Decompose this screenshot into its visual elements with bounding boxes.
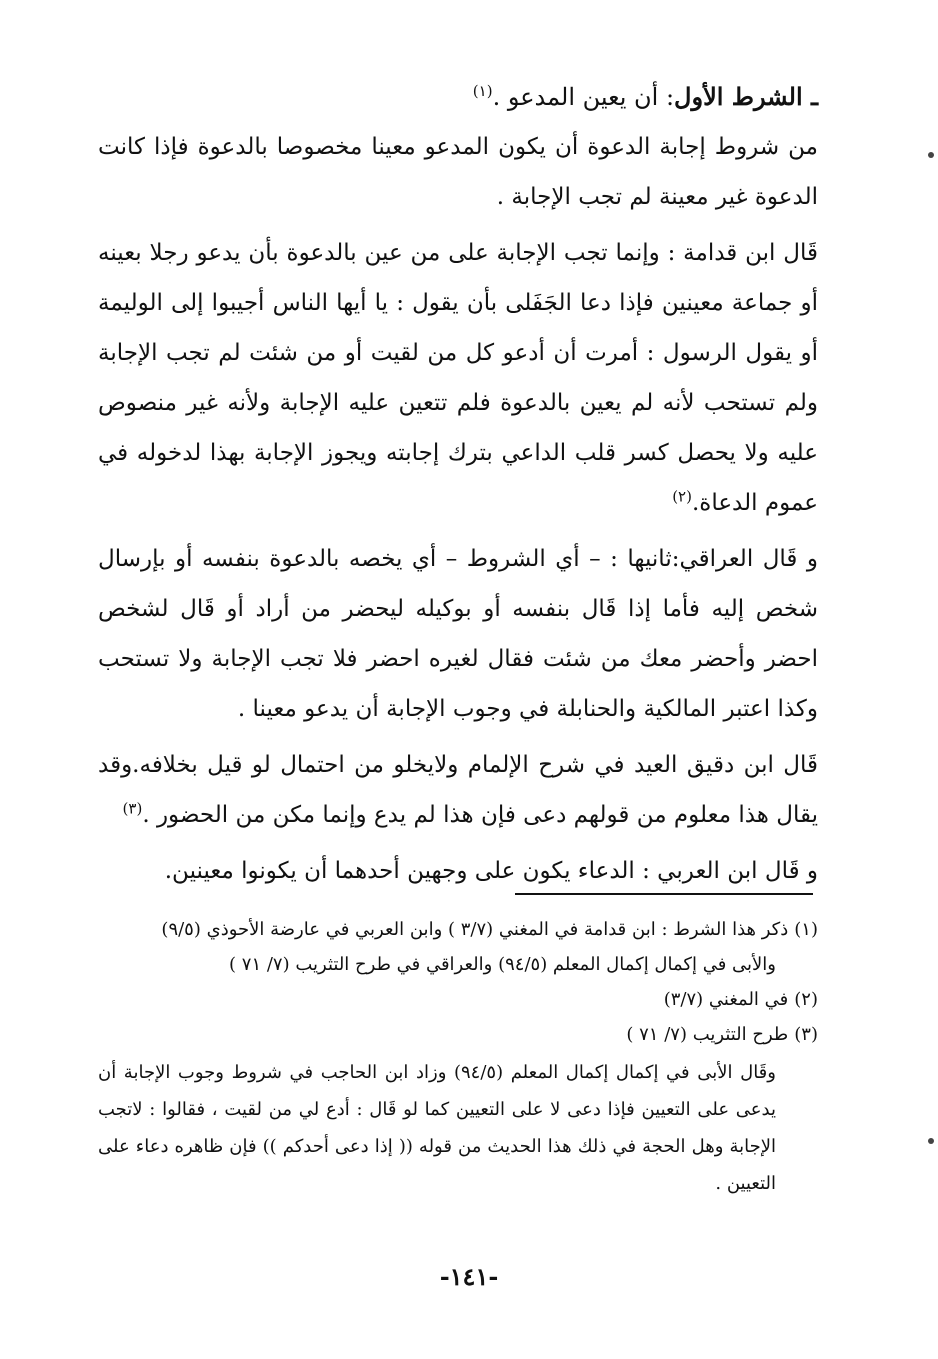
footnote-ref: (٢) (672, 487, 692, 506)
footnotes (98, 912, 818, 1202)
footnote-number: (٢) (794, 989, 818, 1010)
paragraph (98, 228, 818, 528)
footnote-text: طرح التثريب (٧/ ٧١ ) (626, 1024, 789, 1045)
footnote-text: والأبى في إكمال إكمال المعلم (٩٤/٥) والعراقي في طرح التثريب (٧/ ٧١ ) (229, 954, 776, 975)
footnote (98, 947, 776, 982)
paragraph (98, 846, 818, 896)
footnote (98, 982, 818, 1017)
heading-title: ـ الشرط الأول (674, 82, 818, 111)
footnote-divider (515, 893, 813, 895)
paragraph-text: قَال ابن قدامة : وإنما تجب الإجابة على من عين بالدعوة بأن يدعو رجلا بعينه أو جماعة معينين فإذا دعا الجَفَلى بأن يقول : يا أيها الناس أجيبوا إلى الوليمة أو يقول الرسول : أمرت أن أدعو كل من لقيت أو من شئت لم تجب الإجابة ولم تستحب لأنه لم يعين بالدعوة فلم تتعين عليه الإجابة ولأنه غير منصوص عليه ولا يحصل كسر قلب الداعي بترك إجابته ويجوز الإجابة بهذا لدخوله في عموم الدعاة. (98, 240, 818, 516)
footnote-text: في المغني (٣/٧) (663, 989, 789, 1010)
footnote-continuation: وقَال الأبى في إكمال إكمال المعلم (٩٤/٥) وزاد ابن الحاجب في شروط وجوب الإجابة أن يدعى على التعيين فإذا دعى لا على التعيين كما لو قَال : أدع لي من لقيت ، فقالوا : لاتجب الإجابة وهل الحجة في ذلك هذا الحديث من قوله (( إذا دعى أحدكم )) فإن ظاهره دعاء على التعيين . (98, 1062, 776, 1194)
paragraph-text: من شروط إجابة الدعوة أن يكون المدعو معينا مخصوصا بالدعوة فإذا كانت الدعوة غير معينة لم تجب الإجابة . (98, 134, 818, 210)
footnote (98, 1017, 818, 1052)
scan-mark (928, 1138, 934, 1144)
heading-rest: : أن يعين المدعو . (492, 83, 675, 111)
footnote-number: (١) (794, 919, 818, 940)
paragraph-text: و قَال العراقي:ثانيها : – أي الشروط – أي يخصه بالدعوة بنفسه أو بإرسال شخص إليه فأما إذا قَال بنفسه أو بوكيله ليحضر من أراد أو قَال لشخص احضر وأحضر معك من شئت فقال لغيره احضر فلا تجب الإجابة ولا تستحب وكذا اعتبر المالكية والحنابلة في وجوب الإجابة أن يدعو معينا . (98, 546, 818, 722)
paragraph (98, 740, 818, 840)
footnote (98, 912, 818, 947)
paragraph (98, 122, 818, 222)
footnote-number: (٣) (794, 1024, 818, 1045)
scan-mark (928, 152, 934, 158)
paragraph-text: قَال ابن دقيق العيد في شرح الإلمام ولايخلو من احتمال لو قيل بخلافه.وقد يقال هذا معلوم من قولهم دعى فإن هذا لم يدع وإنما مكن من الحضور . (98, 752, 818, 828)
footnote-text: ذكر هذا الشرط : ابن قدامة في المغني (٣/٧ ) وابن العربي في عارضة الأحوذي (٩/٥) (161, 919, 789, 940)
paragraph-text: و قَال ابن العربي : الدعاء يكون على وجهين أحدهما أن يكونوا معينين. (164, 858, 818, 884)
main-text (98, 76, 818, 902)
heading-footnote-ref: (١) (472, 82, 493, 100)
paragraph (98, 534, 818, 734)
page-number: -١٤١- (439, 1262, 499, 1291)
footnote-ref: (٣) (122, 799, 143, 818)
section-heading (98, 76, 818, 118)
